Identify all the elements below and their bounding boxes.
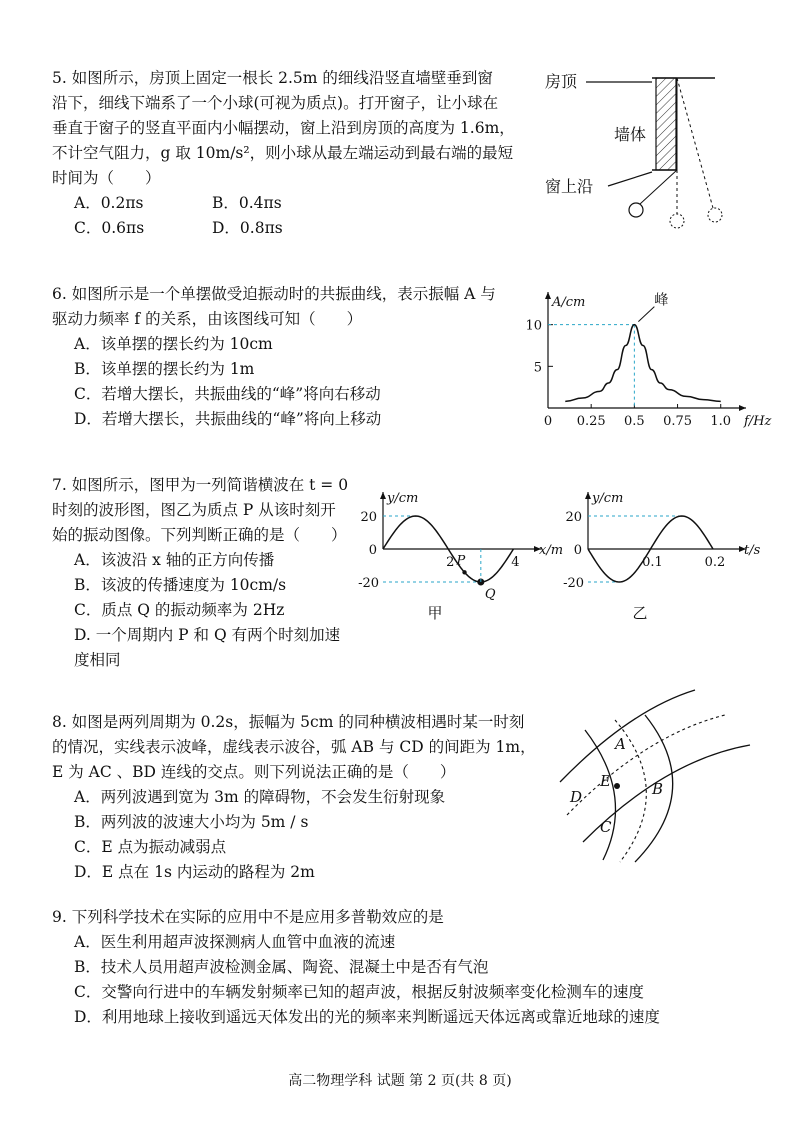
q7a-x-tick-label-1: 2: [446, 555, 455, 570]
q7a-caption: 甲: [427, 604, 443, 622]
q7-option-c[interactable]: C．质点 Q 的振动频率为 2Hz: [74, 601, 285, 619]
q7-point-p: [462, 570, 466, 574]
q5-figure: [540, 68, 760, 238]
q6-y-arrow: [545, 292, 551, 299]
q5-window-label: 窗上沿: [545, 177, 594, 196]
page-footer: 高二物理学科 试题 第 2 页(共 8 页): [288, 1073, 512, 1089]
q5-line-3: 垂直于窗子的竖直平面内小幅摆动，窗上沿到房顶的高度为 1.6m，: [52, 119, 515, 137]
q7-line-3: 始的振动图像。下列判断正确的是（ ）: [52, 526, 347, 544]
q8-option-c[interactable]: C．E 点为振动减弱点: [74, 838, 227, 856]
q9-option-a[interactable]: A．医生利用超声波探测病人血管中血液的流速: [74, 933, 396, 951]
q5-line-2: 沿下，细线下端系了一个小球(可视为质点)。打开窗子，让小球在: [52, 94, 499, 112]
q6-x-tick-label-1: 0.25: [576, 414, 606, 429]
q6-y-tick-label-1: 10: [525, 318, 542, 334]
q5-options-row-1: [52, 191, 515, 216]
q6-y-axis-label: A/cm: [552, 295, 586, 310]
q7b-origin-label: 0: [573, 543, 582, 558]
q6-x-tick-label-0: 0: [543, 414, 553, 429]
q8-option-d[interactable]: D．E 点在 1s 内运动的路程为 2m: [74, 863, 315, 881]
q6-peak-leader: [638, 307, 654, 322]
q7a-x-axis-label: x/m: [539, 543, 564, 558]
q8-trough-arc-1: [567, 715, 725, 815]
q7-wave-chart-jia: [355, 488, 564, 623]
q6-resonance-curve: [565, 325, 720, 402]
q8-label-e: E: [600, 772, 611, 790]
q6-line-1: 6. 如图所示是一个单摆做受迫振动时的共振曲线，表示振幅 A 与: [52, 285, 496, 303]
q5-option-b[interactable]: B．0.4πs: [212, 194, 282, 212]
q5-window-leader: [608, 172, 652, 186]
q9-option-b[interactable]: B．技术人员用超声波检测金属、陶瓷、混凝土中是否有气泡: [74, 958, 489, 976]
q8-line-3: E 为 AC 、BD 连线的交点。则下列说法正确的是（ ）: [52, 763, 456, 781]
q8-option-b[interactable]: B．两列波的波速大小均为 5m / s: [74, 813, 309, 831]
q7-line-1: 7. 如图所示，图甲为一列简谐横波在 t = 0: [52, 476, 349, 494]
q6-peak-label: 峰: [654, 292, 669, 309]
question-5: [52, 66, 515, 241]
q7b-x-tick-label-1: 0.1: [642, 555, 663, 570]
q7-line-2: 时刻的波形图，图乙为质点 P 从该时刻开: [52, 501, 336, 519]
q5-line-5: 时间为（ ）: [52, 169, 161, 187]
q7b-y-tick-label-0: 20: [565, 510, 582, 525]
q7b-y-tick-label-1: -20: [563, 576, 584, 591]
q7b-y-axis-label: y/cm: [592, 491, 624, 506]
q7b-x-axis-label: t/s: [744, 543, 761, 558]
q5-option-d[interactable]: D．0.8πs: [212, 219, 283, 237]
q9-option-d[interactable]: D．利用地球上接收到遥远天体发出的光的频率来判断遥远天体远离或靠近地球的速度: [74, 1008, 660, 1026]
question-7: [52, 473, 348, 673]
q5-string-left: [640, 170, 677, 204]
q6-x-tick-label-3: 0.75: [663, 414, 693, 429]
q5-ball-left: [629, 203, 643, 217]
q7-vibration-chart-yi: [560, 488, 760, 623]
q7b-y-arrow: [585, 492, 591, 499]
q9-option-c[interactable]: C．交警向行进中的车辆发射频率已知的超声波，根据反射波频率变化检测车的速度: [74, 983, 644, 1001]
q8-option-a[interactable]: A．两列波遇到宽为 3m 的障碍物，不会发生衍射现象: [74, 788, 446, 806]
q5-wall-label: 墙体: [614, 125, 647, 144]
q6-line-2: 驱动力频率 f 的关系，由该图线可知（ ）: [52, 310, 363, 328]
q5-line-4: 不计空气阻力，g 取 10m/s²，则小球从最左端运动到最右端的最短: [52, 144, 514, 162]
q7a-x-tick-label-2: 4: [511, 555, 520, 570]
q8-label-d: D: [570, 788, 583, 806]
q5-option-c[interactable]: C．0.6πs: [74, 219, 145, 237]
q6-x-arrow: [739, 405, 746, 411]
q6-x-tick-label-4: 1.0: [710, 414, 732, 429]
q5-string-right: [677, 78, 713, 208]
q9-line-1: 9. 下列科学技术在实际的应用中不是应用多普勒效应的是: [52, 908, 444, 926]
q5-option-a[interactable]: A．0.2πs: [74, 194, 144, 212]
q7a-y-tick-label-1: -20: [358, 576, 379, 591]
q8-crest-arc-3: [585, 730, 615, 860]
q7b-caption: 乙: [632, 604, 648, 622]
q6-option-c[interactable]: C．若增大摆长，共振曲线的“峰”将向右移动: [74, 385, 381, 403]
q6-y-tick-label-0: 5: [533, 360, 542, 376]
q5-ball-middle: [670, 214, 684, 228]
question-9: [52, 905, 660, 1030]
q8-label-a: A: [615, 735, 626, 753]
q6-x-axis-label: f/Hz: [744, 414, 772, 429]
q5-roof-label: 房顶: [545, 72, 578, 91]
q7a-y-arrow: [380, 492, 386, 499]
q7a-y-tick-label-0: 20: [360, 510, 377, 525]
q7-option-a[interactable]: A．该波沿 x 轴的正方向传播: [74, 551, 275, 569]
q6-x-tick-label-2: 0.5: [624, 414, 645, 429]
q7-option-d[interactable]: D. 一个周期内 P 和 Q 有两个时刻加速: [74, 626, 341, 644]
q5-wall: [656, 78, 676, 170]
q7a-y-axis-label: y/cm: [387, 491, 419, 506]
q6-option-d[interactable]: D．若增大摆长，共振曲线的“峰”将向上移动: [74, 410, 382, 428]
q5-options-row-2: [52, 216, 515, 241]
q7b-x-tick-label-2: 0.2: [704, 555, 726, 570]
q5-line-1: 5. 如图所示，房顶上固定一根长 2.5m 的细线沿竖直墙壁垂到窗: [52, 69, 493, 87]
q8-label-b: B: [652, 780, 664, 798]
q7a-origin-label: 0: [368, 543, 377, 558]
q8-label-c: C: [600, 818, 612, 836]
question-8: [52, 710, 536, 885]
q5-ball-right: [708, 208, 722, 222]
q7-option-b[interactable]: B．该波的传播速度为 10cm/s: [74, 576, 287, 594]
q6-option-b[interactable]: B．该单摆的摆长约为 1m: [74, 360, 255, 378]
q7-option-d-cont: 度相同: [74, 651, 121, 669]
q8-line-1: 8. 如图是两列周期为 0.2s，振幅为 5cm 的同种横波相遇时某一时刻: [52, 713, 525, 731]
q6-option-a[interactable]: A．该单摆的摆长约为 10cm: [74, 335, 273, 353]
q7-point-q-label: Q: [484, 587, 496, 602]
q8-point-e: [614, 783, 620, 789]
q8-interference-figure: [555, 690, 760, 865]
q7-point-p-label: P: [456, 553, 466, 569]
question-6: [52, 282, 496, 432]
q8-line-2: 的情况，实线表示波峰，虚线表示波谷，弧 AB 与 CD 的间距为 1m，: [52, 738, 536, 756]
q6-resonance-chart: [520, 288, 770, 428]
